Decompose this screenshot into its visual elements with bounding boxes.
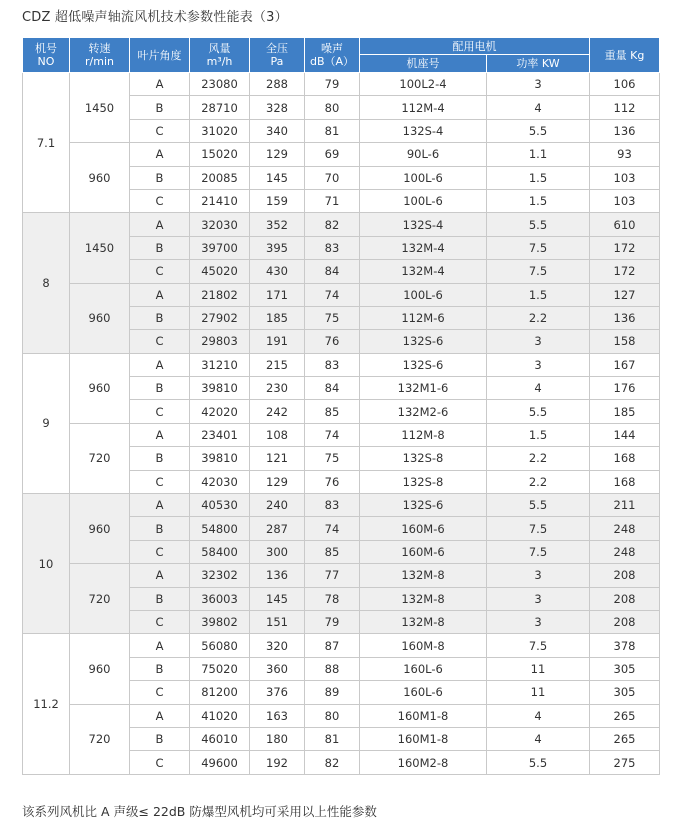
- cell-noise: 82: [305, 213, 360, 236]
- cell-power: 3: [487, 587, 590, 610]
- cell-weight: 167: [590, 353, 660, 376]
- cell-weight: 248: [590, 517, 660, 540]
- cell-pressure: 328: [250, 96, 305, 119]
- cell-airflow: 81200: [190, 681, 250, 704]
- cell-speed: 1450: [70, 73, 130, 143]
- performance-table: [22, 37, 660, 775]
- cell-airflow: 31210: [190, 353, 250, 376]
- header-motor-group: 配用电机: [360, 38, 590, 55]
- cell-noise: 89: [305, 681, 360, 704]
- header-fan-no: [23, 38, 70, 73]
- header-noise-unit: dB（A）: [309, 55, 355, 68]
- header-speed-unit: r/min: [85, 55, 114, 68]
- cell-power: 7.5: [487, 634, 590, 657]
- cell-motor: 100L-6: [360, 166, 487, 189]
- cell-noise: 71: [305, 189, 360, 212]
- cell-noise: 83: [305, 494, 360, 517]
- cell-noise: 70: [305, 166, 360, 189]
- cell-airflow: 27902: [190, 306, 250, 329]
- cell-pressure: 376: [250, 681, 305, 704]
- header-airflow: [190, 38, 250, 73]
- cell-angle: B: [130, 306, 190, 329]
- cell-power: 5.5: [487, 400, 590, 423]
- cell-fan-no: 10: [23, 494, 70, 634]
- header-speed-label: 转速: [88, 42, 111, 55]
- cell-pressure: 215: [250, 353, 305, 376]
- cell-noise: 81: [305, 119, 360, 142]
- table-row: [23, 494, 660, 517]
- cell-pressure: 145: [250, 587, 305, 610]
- cell-power: 7.5: [487, 260, 590, 283]
- cell-motor: 132S-6: [360, 494, 487, 517]
- cell-angle: A: [130, 494, 190, 517]
- cell-angle: B: [130, 587, 190, 610]
- cell-noise: 85: [305, 540, 360, 563]
- cell-angle: A: [130, 564, 190, 587]
- header-pressure: [250, 38, 305, 73]
- cell-motor: 132M2-6: [360, 400, 487, 423]
- cell-pressure: 340: [250, 119, 305, 142]
- cell-motor: 112M-4: [360, 96, 487, 119]
- cell-power: 1.5: [487, 283, 590, 306]
- cell-angle: A: [130, 353, 190, 376]
- cell-speed: 960: [70, 283, 130, 353]
- cell-motor: 132M-8: [360, 564, 487, 587]
- cell-angle: B: [130, 517, 190, 540]
- header-pressure-unit: Pa: [270, 55, 284, 68]
- cell-angle: C: [130, 681, 190, 704]
- cell-noise: 74: [305, 283, 360, 306]
- cell-airflow: 32030: [190, 213, 250, 236]
- cell-angle: B: [130, 447, 190, 470]
- cell-weight: 172: [590, 236, 660, 259]
- cell-pressure: 180: [250, 727, 305, 750]
- cell-noise: 74: [305, 517, 360, 540]
- cell-weight: 211: [590, 494, 660, 517]
- cell-speed: 720: [70, 564, 130, 634]
- cell-power: 3: [487, 330, 590, 353]
- cell-airflow: 32302: [190, 564, 250, 587]
- cell-pressure: 230: [250, 377, 305, 400]
- cell-airflow: 39810: [190, 447, 250, 470]
- cell-noise: 74: [305, 423, 360, 446]
- header-power: 功率 KW: [487, 55, 590, 73]
- cell-weight: 168: [590, 447, 660, 470]
- cell-motor: 132S-6: [360, 353, 487, 376]
- cell-airflow: 28710: [190, 96, 250, 119]
- cell-pressure: 108: [250, 423, 305, 446]
- cell-pressure: 121: [250, 447, 305, 470]
- cell-power: 1.5: [487, 423, 590, 446]
- cell-pressure: 288: [250, 73, 305, 96]
- cell-noise: 84: [305, 260, 360, 283]
- table-row: [23, 704, 660, 727]
- cell-noise: 76: [305, 330, 360, 353]
- cell-weight: 93: [590, 143, 660, 166]
- header-weight: 重量 Kg: [590, 38, 660, 73]
- table-row: [23, 283, 660, 306]
- cell-airflow: 56080: [190, 634, 250, 657]
- cell-power: 5.5: [487, 213, 590, 236]
- cell-motor: 132M-4: [360, 236, 487, 259]
- cell-fan-no: 9: [23, 353, 70, 493]
- header-fan-no-unit: NO: [37, 55, 55, 68]
- cell-speed: 960: [70, 353, 130, 423]
- cell-angle: C: [130, 751, 190, 774]
- cell-motor: 132M-8: [360, 610, 487, 633]
- cell-weight: 103: [590, 166, 660, 189]
- cell-airflow: 45020: [190, 260, 250, 283]
- cell-airflow: 21410: [190, 189, 250, 212]
- cell-power: 1.5: [487, 189, 590, 212]
- table-row: [23, 634, 660, 657]
- header-noise: [305, 38, 360, 73]
- cell-weight: 106: [590, 73, 660, 96]
- cell-airflow: 46010: [190, 727, 250, 750]
- cell-motor: 100L-6: [360, 189, 487, 212]
- cell-power: 2.2: [487, 306, 590, 329]
- cell-pressure: 242: [250, 400, 305, 423]
- cell-angle: A: [130, 73, 190, 96]
- cell-noise: 69: [305, 143, 360, 166]
- header-motor-model: 机座号: [360, 55, 487, 73]
- cell-weight: 305: [590, 657, 660, 680]
- cell-motor: 132M-4: [360, 260, 487, 283]
- cell-motor: 160M1-8: [360, 727, 487, 750]
- cell-motor: 160M-6: [360, 540, 487, 563]
- cell-airflow: 42030: [190, 470, 250, 493]
- cell-angle: B: [130, 727, 190, 750]
- cell-power: 5.5: [487, 751, 590, 774]
- cell-pressure: 171: [250, 283, 305, 306]
- cell-motor: 132S-6: [360, 330, 487, 353]
- cell-power: 5.5: [487, 119, 590, 142]
- cell-noise: 84: [305, 377, 360, 400]
- header-blade-angle: 叶片角度: [130, 38, 190, 73]
- cell-airflow: 31020: [190, 119, 250, 142]
- cell-power: 3: [487, 353, 590, 376]
- cell-power: 7.5: [487, 540, 590, 563]
- cell-airflow: 58400: [190, 540, 250, 563]
- cell-motor: 132S-8: [360, 470, 487, 493]
- cell-weight: 185: [590, 400, 660, 423]
- cell-angle: B: [130, 377, 190, 400]
- footnote: 该系列风机比 A 声级≤ 22dB 防爆型风机均可采用以上性能参数: [22, 804, 377, 819]
- cell-airflow: 39802: [190, 610, 250, 633]
- cell-weight: 275: [590, 751, 660, 774]
- cell-motor: 132M1-6: [360, 377, 487, 400]
- cell-noise: 78: [305, 587, 360, 610]
- cell-noise: 80: [305, 96, 360, 119]
- cell-pressure: 185: [250, 306, 305, 329]
- cell-angle: B: [130, 166, 190, 189]
- cell-power: 3: [487, 564, 590, 587]
- cell-pressure: 300: [250, 540, 305, 563]
- cell-motor: 160M1-8: [360, 704, 487, 727]
- cell-angle: A: [130, 634, 190, 657]
- cell-power: 4: [487, 96, 590, 119]
- cell-weight: 103: [590, 189, 660, 212]
- header-speed: [70, 38, 130, 73]
- cell-airflow: 36003: [190, 587, 250, 610]
- cell-power: 3: [487, 73, 590, 96]
- cell-angle: C: [130, 260, 190, 283]
- cell-noise: 87: [305, 634, 360, 657]
- cell-weight: 265: [590, 704, 660, 727]
- cell-weight: 127: [590, 283, 660, 306]
- cell-motor: 160M-8: [360, 634, 487, 657]
- cell-speed: 1450: [70, 213, 130, 283]
- cell-power: 11: [487, 681, 590, 704]
- cell-power: 2.2: [487, 447, 590, 470]
- cell-speed: 720: [70, 704, 130, 774]
- cell-weight: 208: [590, 564, 660, 587]
- cell-angle: B: [130, 236, 190, 259]
- cell-airflow: 40530: [190, 494, 250, 517]
- cell-angle: A: [130, 423, 190, 446]
- cell-noise: 79: [305, 73, 360, 96]
- cell-airflow: 29803: [190, 330, 250, 353]
- cell-motor: 112M-6: [360, 306, 487, 329]
- cell-pressure: 395: [250, 236, 305, 259]
- cell-angle: C: [130, 119, 190, 142]
- table-row: [23, 423, 660, 446]
- cell-weight: 172: [590, 260, 660, 283]
- cell-pressure: 151: [250, 610, 305, 633]
- cell-airflow: 23080: [190, 73, 250, 96]
- cell-power: 1.5: [487, 166, 590, 189]
- header-noise-label: 噪声: [321, 42, 343, 55]
- table-row: [23, 143, 660, 166]
- cell-pressure: 191: [250, 330, 305, 353]
- cell-airflow: 75020: [190, 657, 250, 680]
- cell-pressure: 145: [250, 166, 305, 189]
- cell-pressure: 136: [250, 564, 305, 587]
- cell-noise: 75: [305, 306, 360, 329]
- cell-pressure: 430: [250, 260, 305, 283]
- cell-pressure: 159: [250, 189, 305, 212]
- cell-power: 1.1: [487, 143, 590, 166]
- cell-motor: 132S-4: [360, 119, 487, 142]
- cell-motor: 132S-8: [360, 447, 487, 470]
- cell-angle: C: [130, 189, 190, 212]
- cell-pressure: 287: [250, 517, 305, 540]
- table-row: [23, 564, 660, 587]
- cell-weight: 208: [590, 610, 660, 633]
- cell-motor: 90L-6: [360, 143, 487, 166]
- cell-speed: 960: [70, 634, 130, 704]
- cell-motor: 160L-6: [360, 681, 487, 704]
- cell-motor: 160M2-8: [360, 751, 487, 774]
- cell-noise: 85: [305, 400, 360, 423]
- cell-pressure: 129: [250, 143, 305, 166]
- cell-angle: A: [130, 143, 190, 166]
- cell-weight: 112: [590, 96, 660, 119]
- header-airflow-unit: m³/h: [206, 55, 233, 68]
- cell-weight: 168: [590, 470, 660, 493]
- cell-pressure: 352: [250, 213, 305, 236]
- cell-angle: B: [130, 96, 190, 119]
- cell-weight: 136: [590, 119, 660, 142]
- cell-motor: 112M-8: [360, 423, 487, 446]
- cell-weight: 208: [590, 587, 660, 610]
- cell-pressure: 240: [250, 494, 305, 517]
- cell-airflow: 23401: [190, 423, 250, 446]
- cell-weight: 378: [590, 634, 660, 657]
- cell-airflow: 42020: [190, 400, 250, 423]
- document-title: CDZ 超低噪声轴流风机技术参数性能表（3）: [22, 10, 288, 25]
- cell-pressure: 360: [250, 657, 305, 680]
- cell-airflow: 39810: [190, 377, 250, 400]
- cell-angle: C: [130, 330, 190, 353]
- cell-weight: 305: [590, 681, 660, 704]
- cell-power: 7.5: [487, 517, 590, 540]
- table-row: [23, 353, 660, 376]
- cell-fan-no: 11.2: [23, 634, 70, 774]
- cell-angle: A: [130, 704, 190, 727]
- cell-motor: 100L2-4: [360, 73, 487, 96]
- cell-pressure: 163: [250, 704, 305, 727]
- cell-weight: 136: [590, 306, 660, 329]
- cell-motor: 132M-8: [360, 587, 487, 610]
- cell-airflow: 49600: [190, 751, 250, 774]
- cell-power: 2.2: [487, 470, 590, 493]
- cell-fan-no: 7.1: [23, 73, 70, 213]
- cell-angle: C: [130, 400, 190, 423]
- cell-noise: 75: [305, 447, 360, 470]
- cell-angle: A: [130, 213, 190, 236]
- header-pressure-label: 全压: [266, 42, 288, 55]
- cell-motor: 160L-6: [360, 657, 487, 680]
- cell-speed: 720: [70, 423, 130, 493]
- cell-airflow: 54800: [190, 517, 250, 540]
- cell-weight: 176: [590, 377, 660, 400]
- cell-power: 4: [487, 727, 590, 750]
- cell-power: 11: [487, 657, 590, 680]
- cell-angle: C: [130, 540, 190, 563]
- cell-power: 4: [487, 377, 590, 400]
- cell-speed: 960: [70, 143, 130, 213]
- table-row: [23, 213, 660, 236]
- cell-weight: 158: [590, 330, 660, 353]
- cell-angle: A: [130, 283, 190, 306]
- cell-noise: 88: [305, 657, 360, 680]
- cell-angle: B: [130, 657, 190, 680]
- cell-power: 3: [487, 610, 590, 633]
- cell-weight: 610: [590, 213, 660, 236]
- cell-airflow: 39700: [190, 236, 250, 259]
- cell-pressure: 192: [250, 751, 305, 774]
- cell-noise: 83: [305, 236, 360, 259]
- cell-noise: 77: [305, 564, 360, 587]
- table-row: [23, 73, 660, 96]
- cell-motor: 100L-6: [360, 283, 487, 306]
- cell-angle: C: [130, 610, 190, 633]
- cell-weight: 248: [590, 540, 660, 563]
- cell-noise: 80: [305, 704, 360, 727]
- cell-pressure: 129: [250, 470, 305, 493]
- cell-pressure: 320: [250, 634, 305, 657]
- cell-noise: 79: [305, 610, 360, 633]
- cell-power: 4: [487, 704, 590, 727]
- cell-noise: 76: [305, 470, 360, 493]
- cell-power: 5.5: [487, 494, 590, 517]
- table-body: [23, 73, 660, 775]
- header-fan-no-label: 机号: [35, 42, 57, 55]
- cell-airflow: 41020: [190, 704, 250, 727]
- cell-speed: 960: [70, 494, 130, 564]
- cell-fan-no: 8: [23, 213, 70, 353]
- cell-weight: 265: [590, 727, 660, 750]
- cell-airflow: 21802: [190, 283, 250, 306]
- cell-noise: 83: [305, 353, 360, 376]
- cell-power: 7.5: [487, 236, 590, 259]
- cell-airflow: 20085: [190, 166, 250, 189]
- cell-weight: 144: [590, 423, 660, 446]
- cell-angle: C: [130, 470, 190, 493]
- cell-noise: 82: [305, 751, 360, 774]
- cell-motor: 160M-6: [360, 517, 487, 540]
- cell-airflow: 15020: [190, 143, 250, 166]
- header-airflow-label: 风量: [208, 42, 231, 55]
- cell-motor: 132S-4: [360, 213, 487, 236]
- cell-noise: 81: [305, 727, 360, 750]
